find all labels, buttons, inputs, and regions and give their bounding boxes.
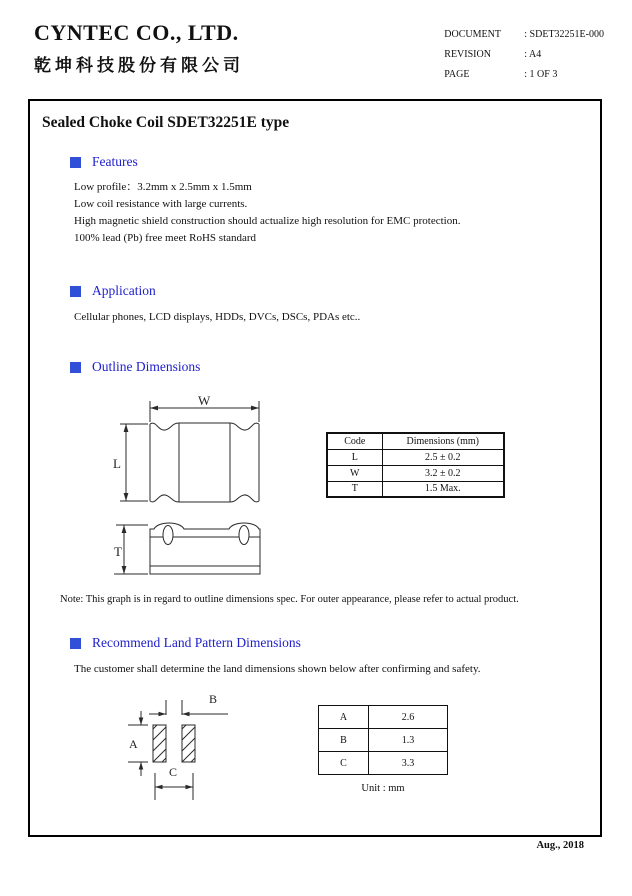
doc-label: DOCUMENT — [444, 29, 501, 40]
feature-line: 100% lead (Pb) free meet RoHS standard — [74, 232, 257, 244]
cell-value: 1.3 — [369, 729, 448, 752]
cell-code: W — [327, 465, 382, 481]
cell-dim: 2.5 ± 0.2 — [382, 449, 504, 465]
content-box — [28, 99, 602, 837]
outline-dimensions-heading — [70, 359, 588, 375]
page-value: : 1 OF 3 — [524, 69, 558, 80]
land-pattern-drawing — [120, 688, 250, 813]
cell-code: A — [319, 706, 369, 729]
cell-code: L — [327, 449, 382, 465]
dim-label-b: B — [209, 692, 218, 706]
company-name-en: CYNTEC CO., LTD. — [34, 20, 239, 45]
dim-label-l: L — [113, 456, 121, 471]
revision-label: REVISION — [444, 49, 491, 60]
cell-code: C — [319, 752, 369, 775]
feature-line: High magnetic shield construction should actualize high resolution for EMC protection. — [74, 215, 461, 227]
company-block — [34, 20, 244, 89]
dim-label-w: W — [198, 393, 211, 408]
dim-label-t: T — [114, 544, 122, 559]
cell-dim: 1.5 Max. — [382, 481, 504, 497]
page-footer-date: Aug., 2018 — [536, 840, 584, 851]
outline-heading-label: Outline Dimensions — [92, 359, 201, 374]
document-info — [444, 29, 604, 89]
application-heading — [70, 283, 588, 299]
doc-value: : SDET32251E-000 — [524, 29, 604, 40]
doc-info-row-revision — [444, 49, 604, 60]
outline-dimensions-table-wrap — [326, 432, 505, 584]
dim-label-c: C — [169, 765, 178, 779]
table-row — [319, 752, 448, 775]
page-title: Sealed Choke Coil SDET32251E type — [42, 114, 290, 131]
doc-info-row-page — [444, 69, 604, 80]
cell-code: T — [327, 481, 382, 497]
land-pattern-content — [120, 688, 588, 813]
land-pattern-table — [318, 705, 448, 775]
unit-label: Unit : mm — [361, 783, 405, 794]
land-pattern-table-wrap — [318, 705, 448, 813]
land-pattern-heading-label: Recommend Land Pattern Dimensions — [92, 635, 301, 650]
blue-square-icon — [70, 157, 81, 168]
col-header-dimensions: Dimensions (mm) — [382, 433, 504, 449]
outline-dimensions-table — [326, 432, 505, 498]
feature-line: Low profile：3.2mm x 2.5mm x 1.5mm — [74, 181, 252, 193]
blue-square-icon — [70, 286, 81, 297]
cell-dim: 3.2 ± 0.2 — [382, 465, 504, 481]
outline-note: Note: This graph is in regard to outline dimensions spec. For outer appearance, please refer to actual product. — [60, 594, 519, 605]
feature-line: Low coil resistance with large currents. — [74, 198, 248, 210]
table-row — [327, 481, 504, 497]
revision-value: : A4 — [524, 49, 542, 60]
table-row — [327, 465, 504, 481]
doc-info-row-document — [444, 29, 604, 40]
features-heading — [70, 154, 588, 170]
cell-value: 2.6 — [369, 706, 448, 729]
table-row — [319, 729, 448, 752]
cell-value: 3.3 — [369, 752, 448, 775]
features-list — [74, 179, 588, 247]
col-header-code: Code — [327, 433, 382, 449]
table-row — [319, 706, 448, 729]
application-heading-label: Application — [92, 283, 156, 298]
features-heading-label: Features — [92, 154, 138, 169]
blue-square-icon — [70, 362, 81, 373]
land-pattern-heading — [70, 635, 588, 651]
table-row — [327, 449, 504, 465]
cell-code: B — [319, 729, 369, 752]
land-pattern-text: The customer shall determine the land dimensions shown below after confirming and safety. — [74, 663, 481, 675]
application-text: Cellular phones, LCD displays, HDDs, DVCs, DSCs, PDAs etc.. — [74, 311, 361, 323]
page-label: PAGE — [444, 69, 470, 80]
outline-dimensions-content — [102, 389, 588, 584]
table-header-row — [327, 433, 504, 449]
outline-drawing — [102, 389, 302, 584]
company-name-zh: 乾坤科技股份有限公司 — [34, 56, 244, 75]
page-header — [0, 0, 632, 89]
dim-label-a: A — [129, 737, 138, 751]
blue-square-icon — [70, 638, 81, 649]
